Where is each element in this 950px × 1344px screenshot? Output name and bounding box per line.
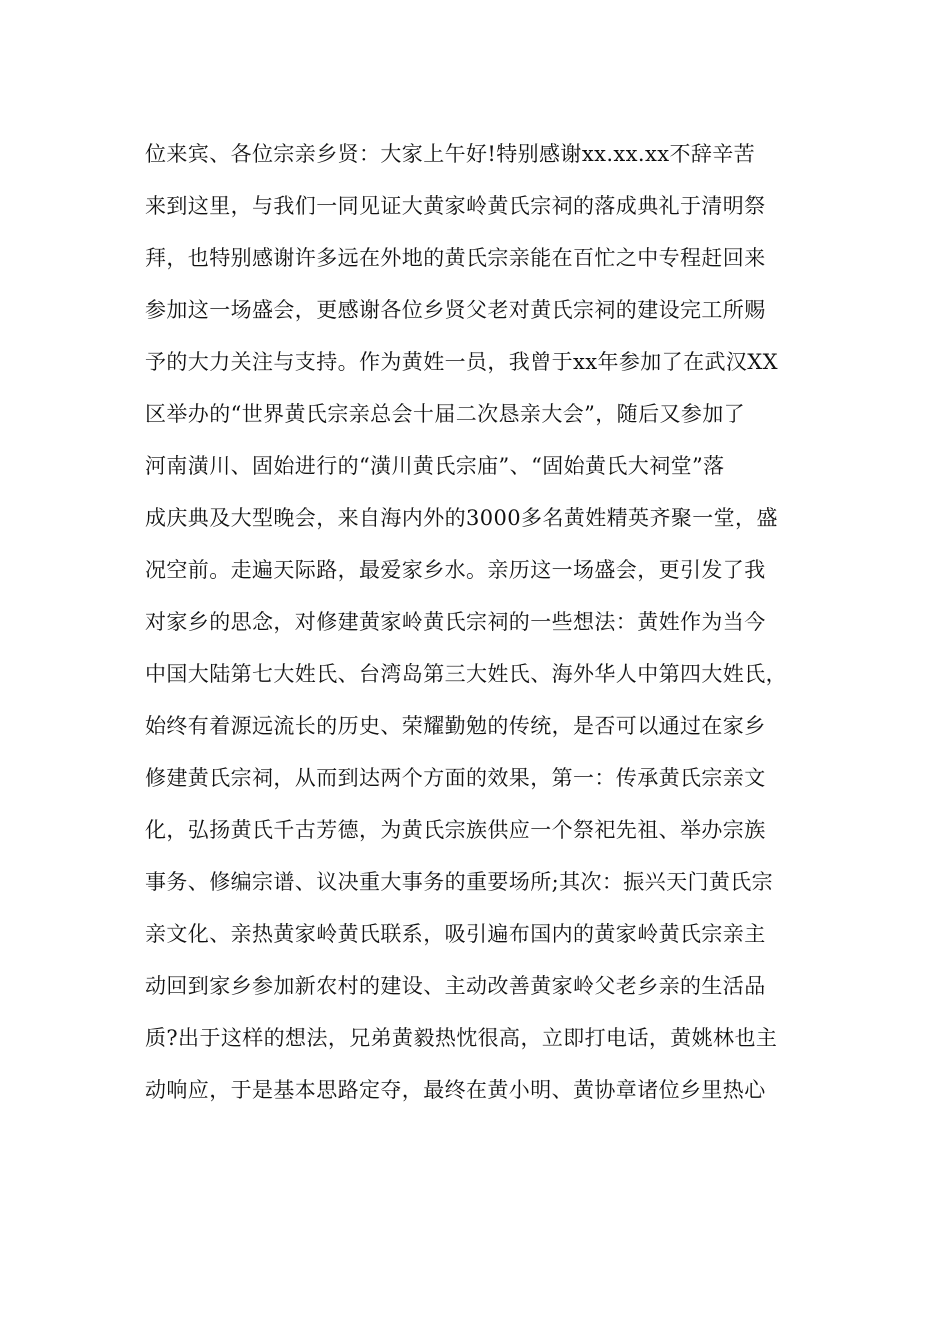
text-line: 成庆典及大型晚会，来自海内外的3000多名黄姓精英齐聚一堂，盛 [145, 506, 778, 530]
text-line: 来到这里，与我们一同见证大黄家岭黄氏宗祠的落成典礼于清明祭 [145, 194, 766, 218]
text-line: 始终有着源远流长的历史、荣耀勤勉的传统，是否可以通过在家乡 [145, 714, 766, 738]
text-line: 参加这一场盛会，更感谢各位乡贤父老对黄氏宗祠的建设完工所赐 [145, 298, 766, 322]
text-line: 动响应，于是基本思路定夺，最终在黄小明、黄协章诸位乡里热心 [145, 1078, 766, 1102]
text-line: 区举办的“世界黄氏宗亲总会十届二次恳亲大会”，随后又参加了 [145, 402, 746, 426]
body-text [145, 128, 825, 1116]
text-line: 动回到家乡参加新农村的建设、主动改善黄家岭父老乡亲的生活品 [145, 974, 766, 998]
text-line: 河南潢川、固始进行的“潢川黄氏宗庙”、“固始黄氏大祠堂”落 [145, 454, 725, 478]
text-line: 化，弘扬黄氏千古芳德，为黄氏宗族供应一个祭祀先祖、举办宗族 [145, 818, 766, 842]
text-line: 况空前。走遍天际路，最爱家乡水。亲历这一场盛会，更引发了我 [145, 558, 766, 582]
text-line: 对家乡的思念，对修建黄家岭黄氏宗祠的一些想法：黄姓作为当今 [145, 610, 766, 634]
text-line: 拜，也特别感谢许多远在外地的黄氏宗亲能在百忙之中专程赶回来 [145, 246, 766, 270]
text-line: 亲文化、亲热黄家岭黄氏联系，吸引遍布国内的黄家岭黄氏宗亲主 [145, 922, 766, 946]
text-line: 修建黄氏宗祠，从而到达两个方面的效果，第一：传承黄氏宗亲文 [145, 766, 766, 790]
text-line: 中国大陆第七大姓氏、台湾岛第三大姓氏、海外华人中第四大姓氏， [145, 662, 787, 686]
text-line: 质?出于这样的想法，兄弟黄毅热忱很高，立即打电话，黄姚林也主 [145, 1026, 778, 1050]
text-line: 予的大力关注与支持。作为黄姓一员，我曾于xx年参加了在武汉XX [145, 350, 778, 374]
text-line: 事务、修编宗谱、议决重大事务的重要场所;其次：振兴天门黄氏宗 [145, 870, 774, 894]
text-line: 位来宾、各位宗亲乡贤：大家上午好!特别感谢xx.xx.xx不辞辛苦 [145, 142, 756, 166]
